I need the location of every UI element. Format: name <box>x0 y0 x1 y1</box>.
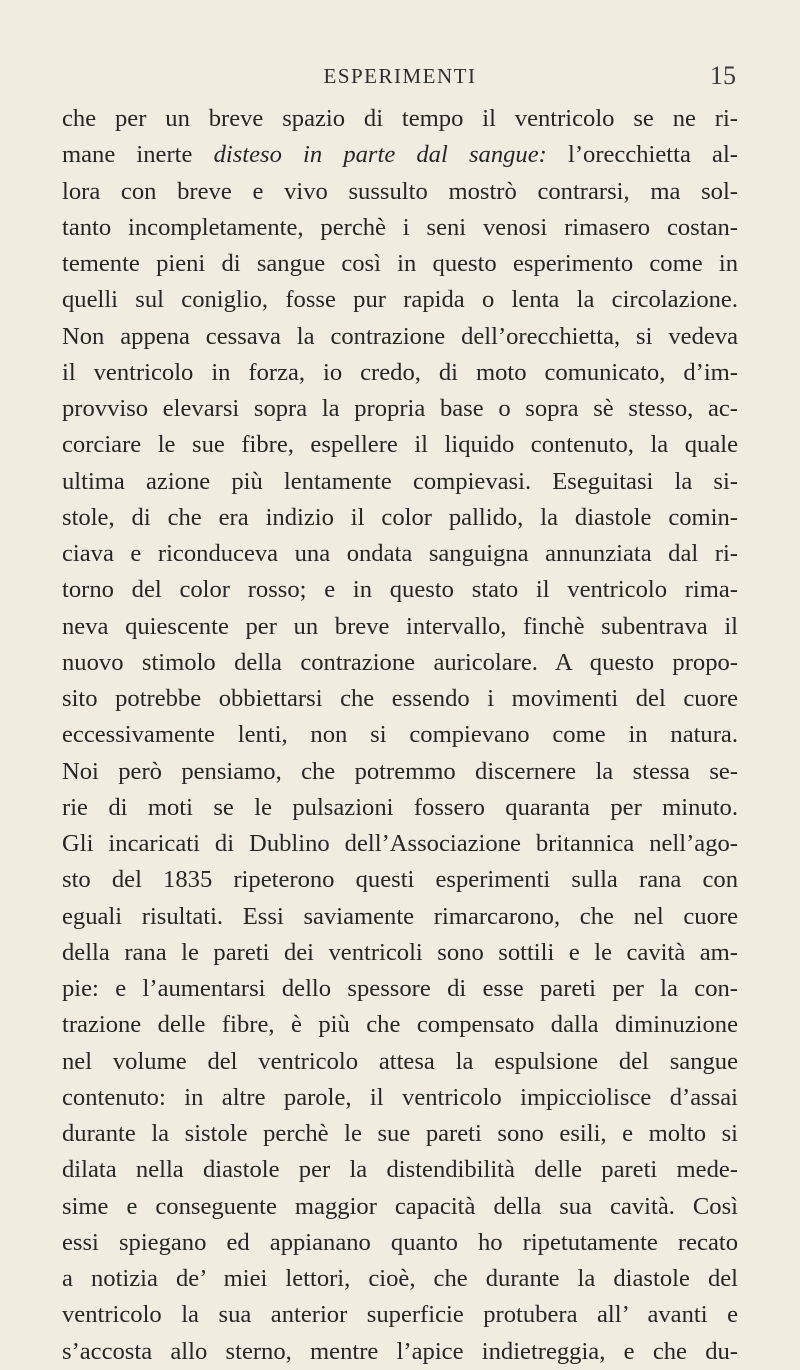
text-line: Non appena cessava la contrazione dell’orecchietta, si vedeva <box>62 322 738 350</box>
text-line: pie: e l’aumentarsi dello spessore di esse pareti per la con- <box>62 975 738 1002</box>
text-line: ultima azione più lentamente compievasi. Eseguitasi la si- <box>62 467 738 495</box>
italic-phrase: disteso in parte dal sangue: <box>213 141 547 169</box>
text-line: ventricolo la sua anterior superficie protubera all’ avanti e <box>62 1301 738 1329</box>
text-line: Gli incaricati di Dublino dell’Associazione britannica nell’ago- <box>62 830 738 857</box>
running-head <box>0 58 800 94</box>
text-line: contenuto: in altre parole, il ventricolo impicciolisce d’assai <box>62 1083 738 1111</box>
text-line: stole, di che era indizio il color pallido, la diastole comin- <box>62 503 738 531</box>
text-line: rie di moti se le pulsazioni fossero quaranta per minuto. <box>62 793 738 821</box>
text-segment: l’orecchietta al- <box>568 141 738 169</box>
text-line: che per un breve spazio di tempo il ventricolo se ne ri- <box>62 105 738 132</box>
text-line: essi spiegano ed appianano quanto ho ripetutamente recato <box>62 1228 738 1256</box>
text-line: dilata nella diastole per la distendibilità delle pareti mede- <box>62 1156 738 1184</box>
page-number: 15 <box>710 61 736 90</box>
text-line: ciava e riconduceva una ondata sanguigna annunziata dal ri- <box>62 540 738 567</box>
text-line: a notizia de’ miei lettori, cioè, che durante la diastole del <box>62 1265 738 1292</box>
text-line: durante la sistole perchè le sue pareti sono esili, e molto si <box>62 1120 738 1147</box>
text-line: trazione delle fibre, è più che compensato dalla diminuzione <box>62 1011 738 1039</box>
running-title: ESPERIMENTI <box>323 64 477 88</box>
text-line: il ventricolo in forza, io credo, di moto comunicato, d’im- <box>62 358 738 386</box>
text-line: lora con breve e vivo sussulto mostrò contrarsi, ma sol- <box>62 177 738 205</box>
text-line: nel volume del ventricolo attesa la espulsione del sangue <box>62 1047 738 1075</box>
text-line: sto del 1835 ripeterono questi esperimenti sulla rana con <box>62 866 738 894</box>
text-line-with-italic <box>62 137 738 173</box>
text-line: s’accosta allo sterno, mentre l’apice indietreggia, e che du- <box>62 1337 738 1365</box>
text-line: eguali risultati. Essi saviamente rimarcarono, che nel cuore <box>62 902 738 930</box>
text-line: neva quiescente per un breve intervallo, finchè subentrava il <box>62 612 738 640</box>
text-line: quelli sul coniglio, fosse pur rapida o lenta la circolazione. <box>62 286 738 314</box>
text-line: torno del color rosso; e in questo stato il ventricolo rima- <box>62 576 738 604</box>
text-line: sime e conseguente maggior capacità della sua cavità. Così <box>62 1192 738 1220</box>
text-line: corciare le sue fibre, espellere il liquido contenuto, la quale <box>62 431 738 459</box>
text-line: sito potrebbe obbiettarsi che essendo i movimenti del cuore <box>62 685 738 712</box>
body-text <box>62 101 738 1370</box>
text-line: eccessivamente lenti, non si compievano come in natura. <box>62 721 738 749</box>
text-line: provviso elevarsi sopra la propria base o sopra sè stesso, ac- <box>62 395 738 422</box>
text-line: nuovo stimolo della contrazione auricolare. A questo propo- <box>62 648 738 676</box>
text-line: della rana le pareti dei ventricoli sono sottili e le cavità am- <box>62 938 738 966</box>
text-line: Noi però pensiamo, che potremmo discernere la stessa se- <box>62 757 738 785</box>
text-line: tanto incompletamente, perchè i seni venosi rimasero costan- <box>62 213 738 241</box>
text-line: temente pieni di sangue così in questo esperimento come in <box>62 250 738 277</box>
text-segment: mane inerte <box>62 141 193 169</box>
